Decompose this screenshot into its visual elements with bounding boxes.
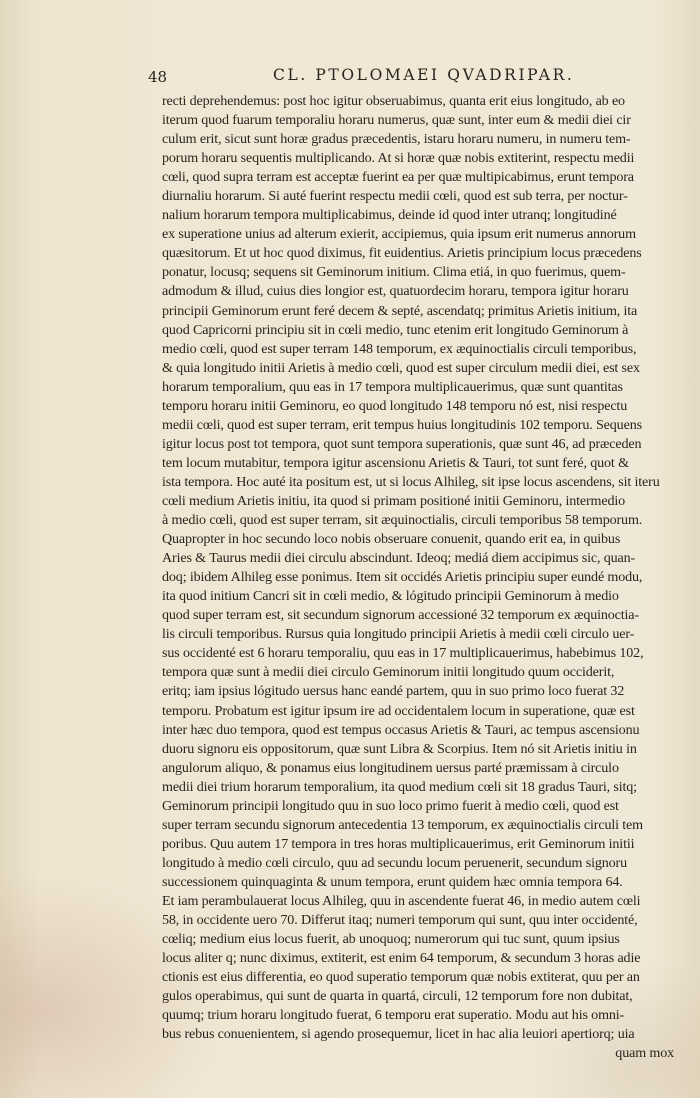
text-line: temporu horaru initii Geminoru, eo quod longitudo 148 temporu nó est, nisi respectu <box>162 397 628 414</box>
text-line: bus rebus conuenientem, si agendo prosequemur, licet in hac alia leuiori apertiorq; uia <box>162 1026 635 1043</box>
text-line: culum erit, sicut sunt horæ gradus præcedentis, istaru horaru numeru, in numeru tem- <box>162 131 631 148</box>
body-text <box>162 92 680 1063</box>
text-line: admodum & illud, cuius dies longior est, quatuordecim horaru, tempora igitur horaru <box>162 283 629 300</box>
text-line: Et iam perambulauerat locus Alhileg, quu in ascendente fuerat 46, in medio autem cœli <box>162 892 641 909</box>
text-line: super terram secundu signorum antecedentia 13 temporum, ex æquinoctialis circuli tem <box>162 816 643 833</box>
text-line: locus aliter q; nunc diximus, extiterit, est enim 64 temporum, & secundum 3 horas adie <box>162 950 641 967</box>
text-line: recti deprehendemus: post hoc igitur obseruabimus, quanta erit eius longitudo, ab eo <box>162 93 625 109</box>
text-line: medii cœli, quod est super terram, erit tempus huius longitudinis 102 temporu. Sequens <box>162 416 642 433</box>
text-line: Geminorum principii longitudo quu in suo loco primo fuerit à medio cœli, quod est <box>162 797 619 814</box>
text-line: horarum temporalium, quu eas in 17 tempora multiplicauerimus, quæ sunt quantitas <box>162 378 623 395</box>
running-head: CL. PTOLOMAEI QVADRIPAR. <box>273 66 575 84</box>
text-line: tem locum mutabitur, tempora igitur ascensionu Arietis & Tauri, tot sunt feré, quot & <box>162 454 629 471</box>
text-line: 58, in occidente uero 70. Differut itaq; numeri temporum qui sunt, quu inter occidenté, <box>162 912 638 929</box>
text-line: iterum quod fuarum temporaliu horaru numerus, quæ sunt, inter eum & medii diei cir <box>162 112 631 129</box>
text-line: gulos operabimus, qui sunt de quarta in quartá, circuli, 12 temporum fore non dubitat, <box>162 988 633 1005</box>
page-header <box>148 66 688 92</box>
text-line: quumq; trium horaru longitudo fuerat, 6 temporu erat superatio. Modu aut his omni- <box>162 1007 625 1024</box>
page-number: 48 <box>148 68 168 86</box>
text-line: medio cœli, quod est super terram 148 temporum, ex æquinoctialis circuli temporibus, <box>162 340 637 357</box>
text-line: ista tempora. Hoc auté ita positum est, ut si locus Alhileg, sit ipse locus ascendens, sit iteru <box>162 473 660 490</box>
text-line: ita quod initium Cancri sit in cœli medio, & lógitudo principii Geminorum à medio <box>162 588 619 605</box>
text-line: porum horaru sequentis multiplicando. At si horæ quæ nobis extiterint, respectu medii <box>162 150 635 167</box>
text-line: cœli medium Arietis initiu, ita quod si primam positioné initii Geminoru, intermedio <box>162 492 626 509</box>
text-line: & quia longitudo initii Arietis à medio cœli, quod est super circulum medii diei, est sex <box>162 359 640 376</box>
text-line: igitur locus post tot tempora, quot sunt tempora superationis, quæ sunt 46, ad præceden <box>162 435 642 452</box>
text-line: diurnaliu horarum. Si auté fuerint respectu medii cœli, quod est sub terra, per noctur- <box>162 188 628 205</box>
text-line: Aries & Taurus medii diei circulu abscindunt. Ideoq; mediá diem accipimus sic, quan- <box>162 550 636 567</box>
text-line: à medio cœli, quod est super terram, sit æquinoctialis, circuli temporibus 58 temporum. <box>162 512 643 529</box>
text-line: sus occidenté est 6 horaru temporaliu, quu eas in 17 multiplicauerimus, habebimus 102, <box>162 645 644 662</box>
text-line: cœliq; medium eius locus fuerit, ab unoquoq; numerorum qui tuc sunt, quum ipsius <box>162 931 620 948</box>
text-line: temporu. Probatum est igitur ipsum ire ad occidentalem locum in superatione, quæ est <box>162 702 635 719</box>
text-line: eritq; iam ipsius lógitudo uersus hanc eandé partem, quu in suo primo loco fuerat 32 <box>162 683 625 700</box>
text-line: ex superatione unius ad alterum exierit, accipiemus, quia ipsum erit numerus annorum <box>162 226 636 243</box>
text-line: medii diei trium horarum temporalium, ita quod medium cœli sit 18 gradus Tauri, sitq; <box>162 778 637 795</box>
text-line: principii Geminorum erunt feré decem & septé, ascendatq; primitus Arietis initium, ita <box>162 302 638 319</box>
text-line: quod Capricorni principiu sit in cœli medio, tunc etenim erit longitudo Geminorum à <box>162 321 629 338</box>
text-line: duoru signoru eis oppositorum, quæ sunt Libra & Scorpius. Item nó sit Arietis initiu in <box>162 740 637 757</box>
text-line: Quapropter in hoc secundo loco nobis obseruare conuenit, quando erit ea, in quibus <box>162 531 621 548</box>
text-line: ponatur, locusq; sequens sit Geminorum initium. Clima etiá, in quo fuerimus, quem- <box>162 264 626 281</box>
text-line: nalium horarum tempora multiplicabimus, deinde id quod inter utranq; longitudiné <box>162 207 617 224</box>
text-line: successionem quinquaginta & unum tempora, erunt quidem hæc omnia tempora 64. <box>162 873 623 890</box>
text-line: inter hæc duo tempora, quod est tempus occasus Arietis & Tauri, ac tempus ascensionu <box>162 721 640 738</box>
text-line: cœli, quod supra terram est acceptæ fuerint ea per quæ multipicabimus, erunt tempora <box>162 169 634 186</box>
text-line: doq; ibidem Alhileg esse ponimus. Item sit occidés Arietis principiu super eundé modu, <box>162 569 643 586</box>
text-line: angulorum aliquo, & ponamus eius longitudinem uersus parté præmissam à circulo <box>162 759 619 776</box>
text-line: ctionis est eius differentia, eo quod superatio temporum quæ nobis extiterat, quu per an <box>162 969 640 986</box>
text-line: lis circuli temporibus. Rursus quia longitudo principii Arietis à medii cœli circulo uer- <box>162 626 635 643</box>
text-line: quæsitorum. Et ut hoc quod diximus, fit euidentius. Arietis principium locus præcedens <box>162 245 642 262</box>
text-line: tempora quæ sunt à medii diei circulo Geminorum initii longitudo quum occiderit, <box>162 664 615 681</box>
text-line: quam mox <box>615 1045 674 1062</box>
text-line: longitudo à medio cœli circulo, quu ad secundu locum peruenerit, secundum signoru <box>162 854 627 871</box>
text-line: poribus. Quu autem 17 tempora in tres horas multiplicauerimus, erit Geminorum initii <box>162 835 635 852</box>
text-line: quod super terram est, sit secundum signorum accessioné 32 temporum ex æquinoctia- <box>162 607 639 624</box>
